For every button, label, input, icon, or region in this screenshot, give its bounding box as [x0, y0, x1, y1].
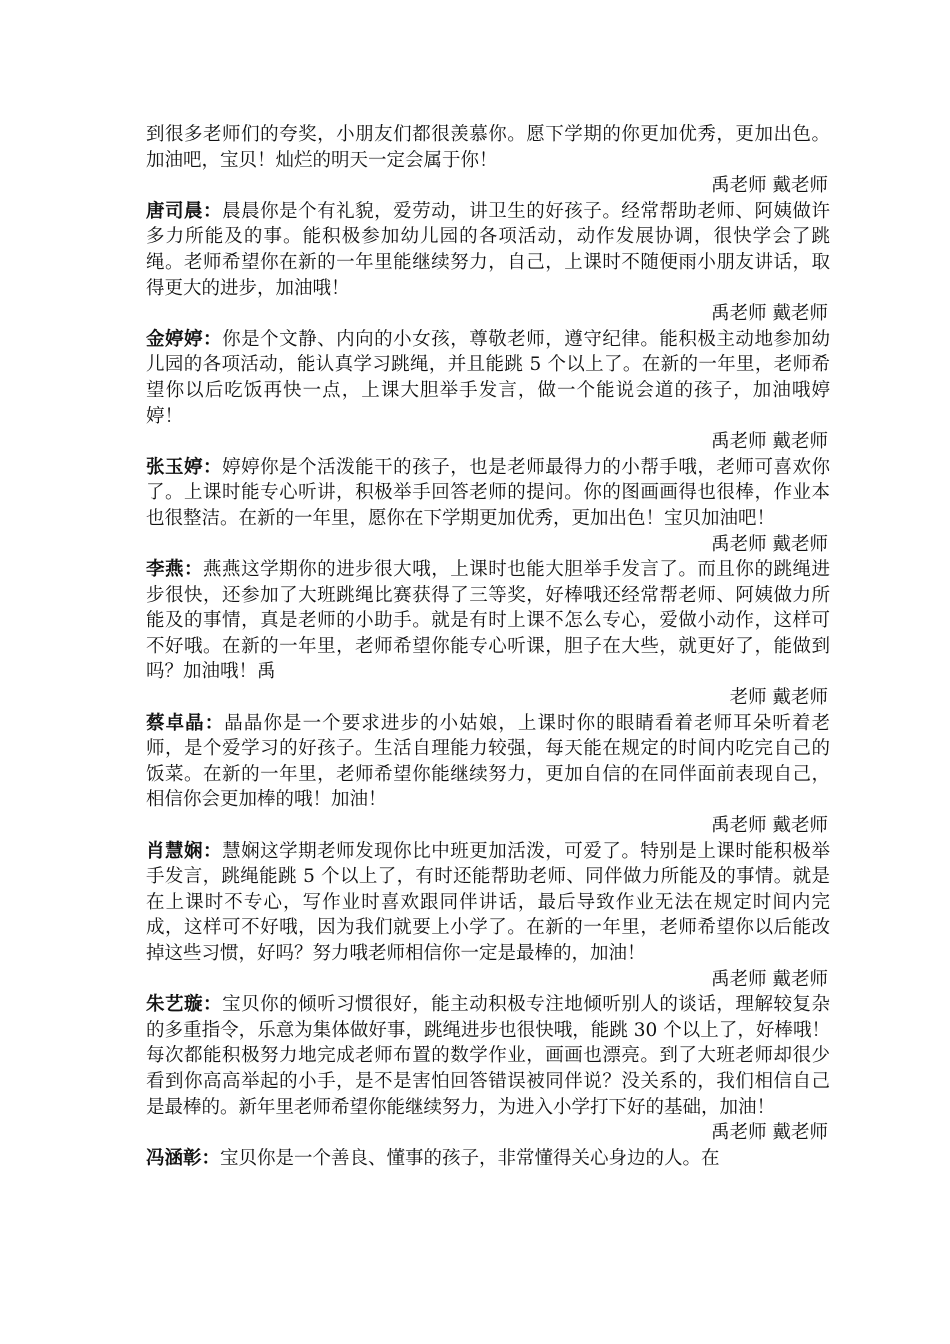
comment-paragraph — [146, 327, 830, 429]
comment-text: 宝贝你是一个善良、懂事的孩子，非常懂得关心身边的人。在 — [220, 1147, 720, 1169]
comment-paragraph — [146, 839, 830, 967]
teacher-signature: 禹老师 戴老师 — [711, 533, 828, 555]
comment-paragraph — [146, 1146, 830, 1172]
comment-paragraph — [146, 122, 830, 173]
student-name: 冯涵彰： — [146, 1147, 221, 1169]
student-name: 朱艺璇： — [146, 994, 223, 1016]
teacher-signature: 老师 戴老师 — [729, 687, 828, 709]
teacher-signature: 禹老师 戴老师 — [711, 303, 828, 325]
comment-text: 慧娴这学期老师发现你比中班更加活泼，可爱了。特别是上课时能积极举手发言，跳绳能跳 5 个以上了，有时还能帮助老师、同伴做力所能及的事情。就是在上课时不专心，写作业时喜欢跟同伴讲话，最后导致作业无法在规定时间内完成，这样可不好哦，因为我们就要上小学了。在新的一年里，老师希望你以后能改掉这些习惯，好吗？努力哦老师相信你一定是最棒的，加油！ — [146, 840, 830, 964]
comment-text: 到很多老师们的夸奖，小朋友们都很羡慕你。愿下学期的你更加优秀，更加出色。加油吧，宝贝！灿烂的明天一定会属于你！ — [146, 124, 830, 171]
comment-text: 晶晶你是一个要求进步的小姑娘，上课时你的眼睛看着老师耳朵听着老师，是个爱学习的好孩子。生活自理能力较强，每天能在规定的时间内吃完自己的饭菜。在新的一年里，老师希望你能继续努力，更加自信的在同伴面前表现自己，相信你会更加棒的哦！加油！ — [146, 712, 830, 811]
comment-text: 宝贝你的倾听习惯很好，能主动积极专注地倾听别人的谈话，理解较复杂的多重指令，乐意为集体做好事，跳绳进步也很快哦，能跳 30 个以上了，好棒哦！每次都能积极努力地完成老师布置的数学作业，画画也漂亮。到了大班老师却很少看到你高高举起的小手，是不是害怕回答错误被同伴说？没关系的，我们相信自己是最棒的。新年里老师希望你能继续努力，为进入小学打下好的基础，加油！ — [146, 994, 830, 1118]
teacher-signature: 禹老师 戴老师 — [711, 1122, 828, 1144]
comment-paragraph — [146, 992, 830, 1120]
student-name: 肖慧娴： — [146, 840, 223, 862]
comment-text: 燕燕这学期你的进步很大哦，上课时也能大胆举手发言了。而且你的跳绳进步很快，还参加了大班跳绳比赛获得了三等奖，好棒哦还经常帮老师、阿姨做力所能及的事情，真是老师的小助手。就是有时上课不怎么专心，爱做小动作，这样可不好哦。在新的一年里，老师希望你能专心听课，胆子在大些，就更好了，能做到吗？加油哦！禹 — [146, 559, 830, 683]
student-name: 张玉婷： — [146, 456, 223, 478]
document-page — [146, 122, 830, 1171]
comment-paragraph — [146, 455, 830, 532]
teacher-signature: 禹老师 戴老师 — [711, 968, 828, 990]
student-name: 李燕： — [146, 559, 204, 581]
comment-paragraph — [146, 199, 830, 301]
comment-paragraph — [146, 711, 830, 813]
teacher-signature: 禹老师 戴老师 — [711, 815, 828, 837]
teacher-signature: 禹老师 戴老师 — [711, 431, 828, 453]
student-name: 蔡卓晶： — [146, 712, 225, 734]
comment-text: 晨晨你是个有礼貌，爱劳动，讲卫生的好孩子。经常帮助老师、阿姨做许多力所能及的事。能积极参加幼儿园的各项活动，动作发展协调，很快学会了跳绳。老师希望你在新的一年里能继续努力，自己，上课时不随便雨小朋友讲话，取得更大的进步，加油哦！ — [146, 200, 830, 299]
comment-text: 婷婷你是个活泼能干的孩子，也是老师最得力的小帮手哦，老师可喜欢你了。上课时能专心听讲，积极举手回答老师的提问。你的图画画得也很棒，作业本也很整洁。在新的一年里，愿你在下学期更加优秀，更加出色！宝贝加油吧！ — [146, 456, 830, 529]
comment-paragraph — [146, 557, 830, 685]
student-name: 金婷婷： — [146, 328, 223, 350]
teacher-signature: 禹老师 戴老师 — [711, 175, 828, 197]
comment-text: 你是个文静、内向的小女孩，尊敬老师，遵守纪律。能积极主动地参加幼儿园的各项活动，能认真学习跳绳，并且能跳 5 个以上了。在新的一年里，老师希望你以后吃饭再快一点，上课大胆举手发言，做一个能说会道的孩子，加油哦婷婷！ — [146, 328, 830, 427]
student-name: 唐司晨： — [146, 200, 223, 222]
